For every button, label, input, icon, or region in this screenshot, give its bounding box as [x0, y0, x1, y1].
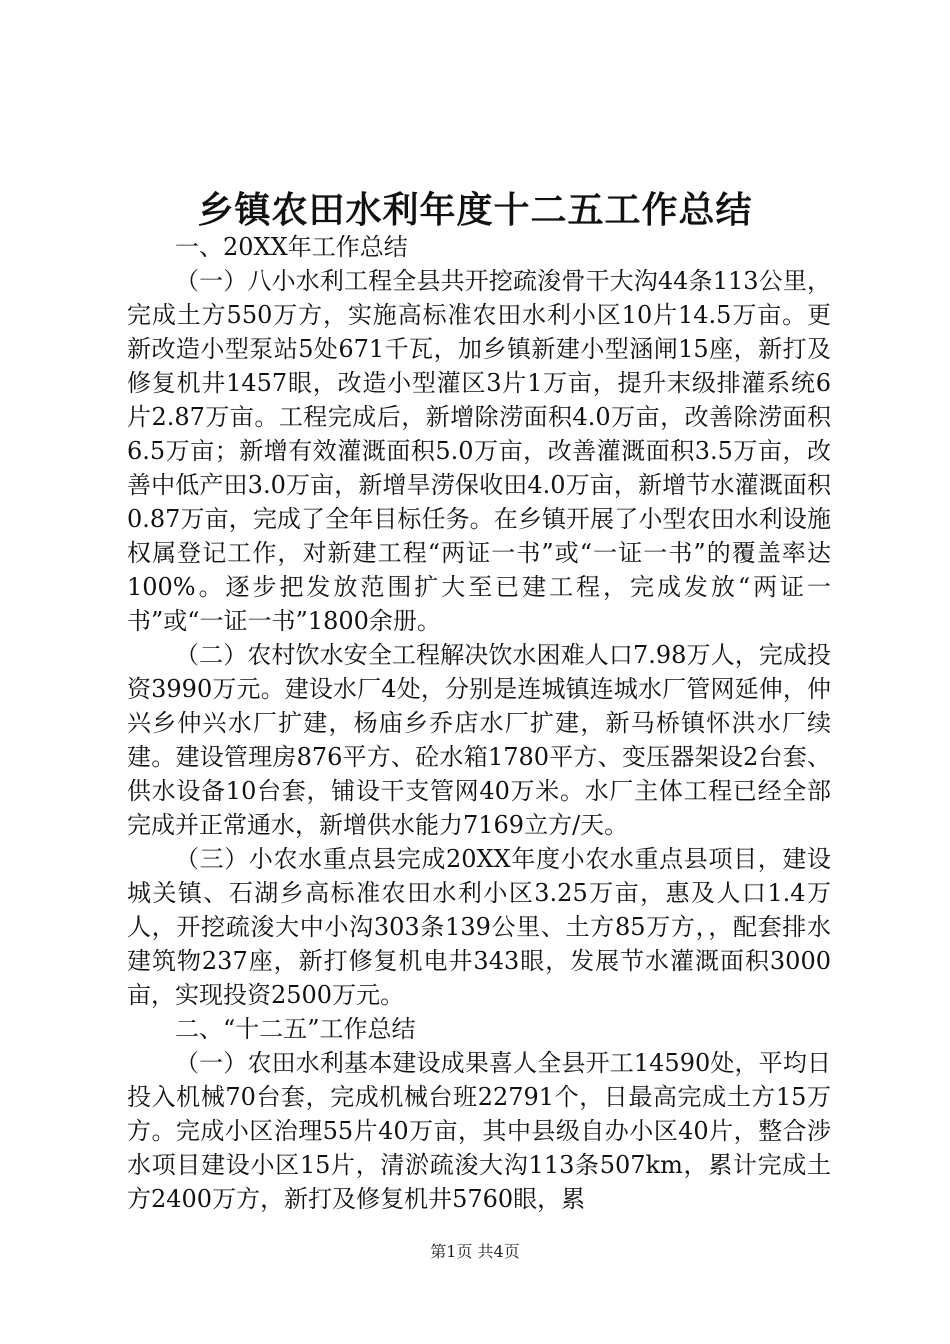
section-heading-twelfth-five-year: 二、“十二五”工作总结 — [175, 1015, 416, 1043]
paragraph-key-county-project: （三）小农水重点县完成20XX年度小农水重点县项目，建设城关镇、石湖乡高标准农田水利小区3.25万亩，惠及人口1.4万人，开挖疏浚大中小沟303条139公里、土方85万方，，配套排水建筑物237座，新打修复机电井343眼，发展节水灌溉面积3000亩，实现投资2500万元。 — [127, 845, 831, 1009]
paragraph-farmland-construction: （一）农田水利基本建设成果喜人全县开工14590处，平均日投入机械70台套，完成机械台班22791个，日最高完成土方15万方。完成小区治理55片40万亩，其中县级自办小区40片，整合涉水项目建设小区15片，清淤疏浚大沟113条507km，累计完成土方2400万方，新打及修复机井5760眼，累 — [127, 1049, 831, 1213]
page-number: 第1页 共4页 — [430, 1242, 520, 1261]
document-title: 乡镇农田水利年度十二五工作总结 — [197, 189, 753, 231]
paragraph-small-water-projects: （一）八小水利工程全县共开挖疏浚骨干大沟44条113公里，完成土方550万方，实施高标准农田水利小区10片14.5万亩。更新改造小型泵站5处671千瓦，加乡镇新建小型涵闸15座，新打及修复机井1457眼，改造小型灌区3片1万亩，提升末级排灌系统6片2.87万亩。工程完成后，新增除涝面积4.0万亩，改善除涝面积6.5万亩；新增有效灌溉面积5.0万亩，改善灌溉面积3.5万亩，改善中低产田3.0万亩，新增旱涝保收田4.0万亩，新增节水灌溉面积0.87万亩，完成了全年目标任务。在乡镇开展了小型农田水利设施权属登记工作，对新建工程“两证一书”或“一证一书”的覆盖率达100%。逐步把发放范围扩大至已建工程，完成发放“两证一书”或“一证一书”1800余册。 — [127, 267, 831, 635]
section-heading-2015: 一、20XX年工作总结 — [175, 233, 408, 261]
document-body — [127, 230, 831, 1216]
paragraph-rural-drinking-water: （二）农村饮水安全工程解决饮水困难人口7.98万人，完成投资3990万元。建设水厂4处，分别是连城镇连城水厂管网延伸，仲兴乡仲兴水厂扩建，杨庙乡乔店水厂扩建，新马桥镇怀洪水厂续建。建设管理房876平方、砼水箱1780平方、变压器架设2台套、供水设备10台套，铺设干支管网40万米。水厂主体工程已经全部完成并正常通水，新增供水能力7169立方/天。 — [127, 641, 831, 839]
